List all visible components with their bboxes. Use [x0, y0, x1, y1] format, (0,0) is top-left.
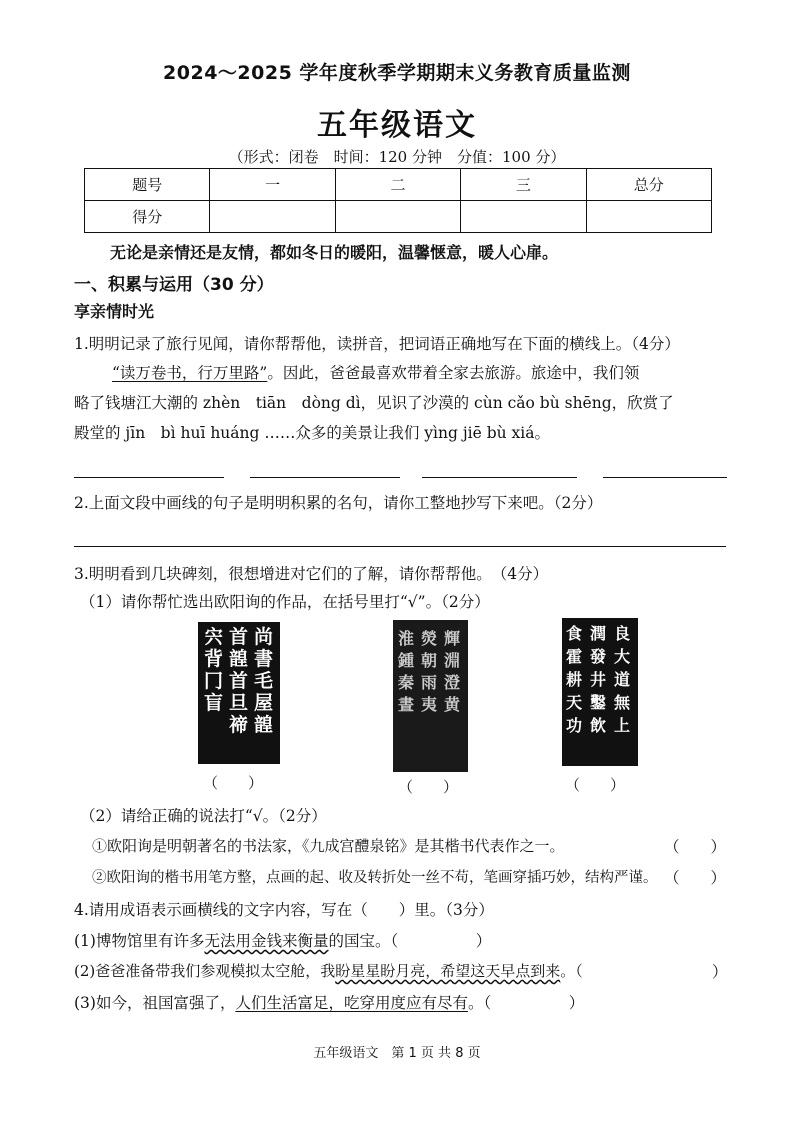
intro-text: 无论是亲情还是友情，都如冬日的暖阳，温馨惬意，暖人心扉。 [110, 243, 559, 262]
q4-sentence-2 [74, 960, 583, 981]
q4-s2-paren-close: ） [712, 963, 728, 981]
q4-sentence-1 [74, 929, 491, 951]
q1-line1 [112, 361, 639, 383]
score-header-cell: 二 [335, 169, 460, 201]
stele-glyph-column: 潤發井鑿飲 [590, 624, 607, 735]
answer-line[interactable] [74, 546, 726, 547]
q3-part1: （1）请你帮忙选出欧阳询的作品，在括号里打“√”。（2分） [80, 593, 490, 611]
score-value-row [85, 201, 712, 233]
q1-line2: 略了钱塘江大潮的 zhèn tiān dòng dì，见识了沙漠的 cùn cǎo bù shēng，欣赏了 [74, 394, 674, 412]
choice-paren[interactable]: （ ） [398, 778, 459, 796]
stele-rubbing-3 [562, 618, 638, 766]
stele-glyph-column: 淮鍾秦晝 [398, 629, 415, 714]
score-header-cell: 题号 [85, 169, 210, 201]
choice-paren[interactable]: （ ） [203, 774, 264, 792]
q1-line1-rest: 。因此，爸爸最喜欢带着全家去旅游。旅途中，我们领 [267, 364, 640, 382]
section-subtitle: 享亲情时光 [74, 302, 155, 321]
q4-s3-post[interactable]: 。（ ） [467, 994, 585, 1012]
score-label-cell: 得分 [85, 201, 210, 233]
exam-meta: （形式：闭卷 时间：120 分钟 分值：100 分） [228, 148, 566, 166]
q4-s3-pre: (3)如今，祖国富强了， [74, 994, 236, 1012]
q1-quote: “读万卷书，行万里路” [112, 364, 268, 382]
q4-s1-pre: (1)博物馆里有许多 [74, 932, 205, 950]
q1-stem: 1.明明记录了旅行见闻，请你帮帮他，读拼音，把词语正确地写在下面的横线上。（4分） [74, 335, 680, 353]
section-title: 一、积累与运用（30 分） [74, 275, 274, 295]
score-table [84, 168, 712, 233]
judge-paren[interactable]: （ ） [664, 838, 727, 856]
judge-paren[interactable]: （ ） [664, 869, 727, 887]
q3-part2: （2）请给正确的说法打“√。（2分） [80, 807, 327, 825]
stele-glyph-column: 首韹首旦禘 [229, 626, 249, 736]
page-footer: 五年级语文 第 1 页 共 8 页 [313, 1046, 481, 1061]
score-blank-cell[interactable] [335, 201, 460, 233]
score-header-row [85, 169, 712, 201]
q4-s3-underlined: 人们生活富足，吃穿用度应有尽有 [235, 994, 468, 1012]
score-header-cell: 总分 [586, 169, 711, 201]
answer-line[interactable] [74, 477, 224, 478]
q2-stem: 2.上面文段中画线的句子是明明积累的名句，请你工整地抄写下来吧。（2分） [74, 494, 603, 512]
q3-item2: ②欧阳询的楷书用笔方整，点画的起、收及转折处一丝不苟，笔画穿插巧妙，结构严谨。 [92, 870, 658, 886]
answer-line[interactable] [422, 477, 577, 478]
score-blank-cell[interactable] [586, 201, 711, 233]
subject-title: 五年级语文 [317, 108, 477, 143]
q4-s2-pre: (2)爸爸准备带我们参观模拟太空舱，我 [74, 962, 336, 980]
score-blank-cell[interactable] [210, 201, 335, 233]
stele-rubbing-1 [198, 622, 280, 764]
stele-glyph-column: 尚書毛屋韹 [254, 626, 274, 736]
q4-stem: 4.请用成语表示画横线的文字内容，写在（ ）里。（3分） [74, 901, 494, 919]
score-blank-cell[interactable] [461, 201, 586, 233]
score-header-cell: 一 [210, 169, 335, 201]
stele-rubbing-2 [393, 620, 468, 772]
stele-glyph-column: 良大道無上 [614, 624, 631, 735]
stele-glyph-column: 宍背冂盲 [204, 626, 224, 714]
score-header-cell: 三 [461, 169, 586, 201]
stele-glyph-column: 輝淵澄黄 [444, 629, 461, 714]
q4-s2-post[interactable]: 。（ [560, 962, 583, 980]
answer-line[interactable] [250, 477, 400, 478]
q4-sentence-3 [74, 991, 584, 1013]
q3-stem: 3.明明看到几块碑刻，很想增进对它们的了解，请你帮帮他。 （4分） [74, 565, 549, 583]
choice-paren[interactable]: （ ） [565, 776, 626, 794]
q4-s1-underlined: 无法用金钱来衡量 [204, 932, 329, 950]
q3-item1: ①欧阳询是明朝著名的书法家，《九成宫醴泉铭》是其楷书代表作之一。 [92, 837, 565, 855]
stele-glyph-column: 食霍耕天功 [566, 624, 583, 735]
answer-line[interactable] [603, 477, 727, 478]
q4-s2-underlined: 盼星星盼月亮，希望这天早点到来 [335, 962, 561, 980]
exam-title: 2024～2025 学年度秋季学期期末义务教育质量监测 [163, 62, 631, 84]
q1-line3: 殿堂的 jīn bì huī huáng ……众多的美景让我们 yìng jiē bù xiá。 [74, 424, 550, 442]
stele-glyph-column: 熒朝雨夷 [421, 629, 438, 714]
q4-s1-post[interactable]: 的国宝。（ ） [328, 932, 492, 950]
